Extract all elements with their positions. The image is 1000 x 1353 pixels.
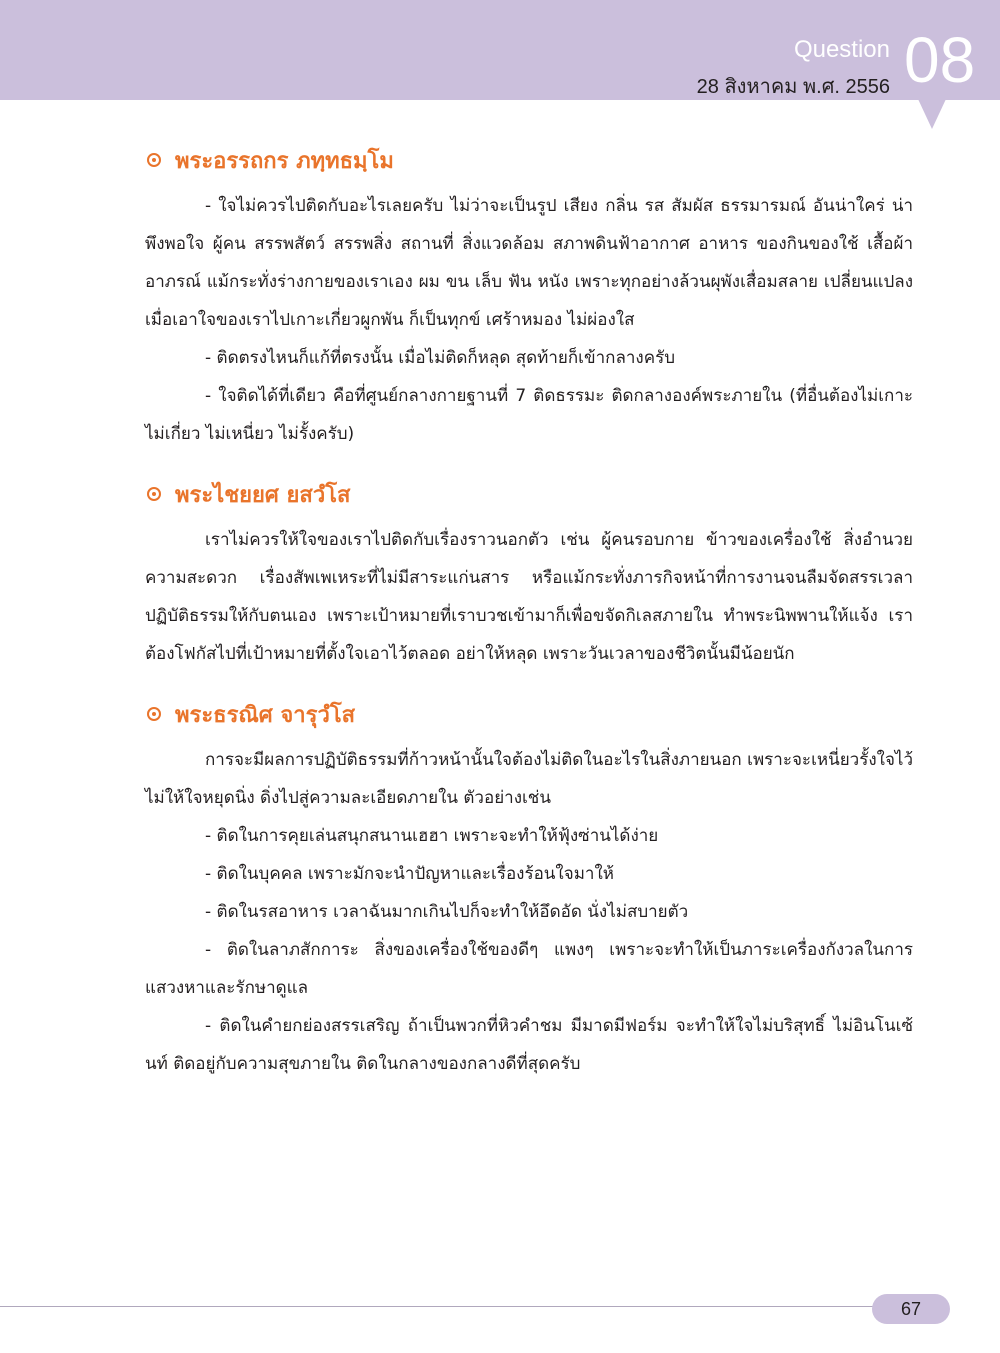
paragraph: - ติดตรงไหนก็แก้ที่ตรงนั้น เมื่อไม่ติดก็หลุด สุดท้ายก็เข้ากลางครับ xyxy=(205,348,676,368)
article-body xyxy=(145,145,913,1109)
section-title: พระธรณิศ จารุวํโส xyxy=(175,702,356,728)
paragraph: - ติดในรสอาหาร เวลาฉันมากเกินไปก็จะทำให้อึดอัด นั่งไม่สบายตัว xyxy=(205,902,689,922)
question-date: 28 สิงหาคม พ.ศ. 2556 xyxy=(696,76,890,98)
target-bullet-icon xyxy=(147,707,161,721)
target-bullet-icon xyxy=(147,487,161,501)
section-1 xyxy=(145,145,913,453)
target-bullet-icon xyxy=(147,153,161,167)
section-3 xyxy=(145,699,913,1083)
question-label: Question xyxy=(793,36,890,63)
paragraph: - ติดในบุคคล เพราะมักจะนำปัญหาและเรื่องร้อนใจมาให้ xyxy=(205,864,614,884)
paragraph: การจะมีผลการปฏิบัติธรรมที่ก้าวหน้านั้นใจต้องไม่ติดในอะไรในสิ่งภายนอก เพราะจะเหนี่ยวรั้งใจไว้ไม่ให้ใจหยุดนิ่ง ดิ่งไปสู่ความละเอียดภายใน ตัวอย่างเช่น xyxy=(145,750,913,808)
section-title: พระอรรถกร ภทฺทธมฺโม xyxy=(175,148,394,174)
paragraph: เราไม่ควรให้ใจของเราไปติดกับเรื่องราวนอกตัว เช่น ผู้คนรอบกาย ข้าวของเครื่องใช้ สิ่งอำนวยความสะดวก เรื่องสัพเพเหระที่ไม่มีสาระแก่นสาร หรือแม้กระทั่งภารกิจหน้าที่การงานจนลืมจัดสรรเวลาปฏิบัติธรรมให้กับตนเอง เพราะเป้าหมายที่เราบวชเข้ามาก็เพื่อขจัดกิเลสภายใน ทำพระนิพพานให้แจ้ง เราต้องโฟกัสไปที่เป้าหมายที่ตั้งใจเอาไว้ตลอด อย่าให้หลุด เพราะวันเวลาของชีวิตนั้นมีน้อยนัก xyxy=(145,530,913,664)
header-pointer xyxy=(918,99,946,129)
section-title: พระไชยยศ ยสวํโส xyxy=(175,482,351,508)
question-number: 08 xyxy=(904,24,976,96)
footer-rule xyxy=(0,1306,890,1307)
paragraph: - ติดในการคุยเล่นสนุกสนานเฮฮา เพราะจะทำให้ฟุ้งซ่านได้ง่าย xyxy=(205,826,659,846)
paragraph: - ใจติดได้ที่เดียว คือที่ศูนย์กลางกายฐานที่ 7 ติดธรรมะ ติดกลางองค์พระภายใน (ที่อื่นต้องไม่เกาะ ไม่เกี่ยว ไม่เหนี่ยว ไม่รั้งครับ) xyxy=(145,386,913,444)
paragraph: - ใจไม่ควรไปติดกับอะไรเลยครับ ไม่ว่าจะเป็นรูป เสียง กลิ่น รส สัมผัส ธรรมารมณ์ อันน่าใคร่ น่าพึงพอใจ ผู้คน สรรพสัตว์ สรรพสิ่ง สถานที่ สิ่งแวดล้อม สภาพดินฟ้าอากาศ อาหาร ของกินของใช้ เสื้อผ้าอาภรณ์ แม้กระทั่งร่างกายของเราเอง ผม ขน เล็บ ฟัน หนัง เพราะทุกอย่างล้วนผุพังเสื่อมสลาย เปลี่ยนแปลง เมื่อเอาใจของเราไปเกาะเกี่ยวผูกพัน ก็เป็นทุกข์ เศร้าหมอง ไม่ผ่องใส xyxy=(145,196,913,330)
section-2 xyxy=(145,479,913,673)
section-heading xyxy=(145,699,913,729)
section-heading xyxy=(145,479,913,509)
section-heading xyxy=(145,145,913,175)
paragraph: - ติดในคำยกย่องสรรเสริญ ถ้าเป็นพวกที่หิวคำชม มีมาดมีฟอร์ม จะทำให้ใจไม่บริสุทธิ์ ไม่อินโนเซ้นท์ ติดอยู่กับความสุขภายใน ติดในกลางของกลางดีที่สุดครับ xyxy=(145,1016,913,1074)
page-number: 67 xyxy=(872,1294,950,1324)
paragraph: - ติดในลาภสักการะ สิ่งของเครื่องใช้ของดีๆ แพงๆ เพราะจะทำให้เป็นภาระเครื่องกังวลในการแสวงหาและรักษาดูแล xyxy=(145,940,913,998)
